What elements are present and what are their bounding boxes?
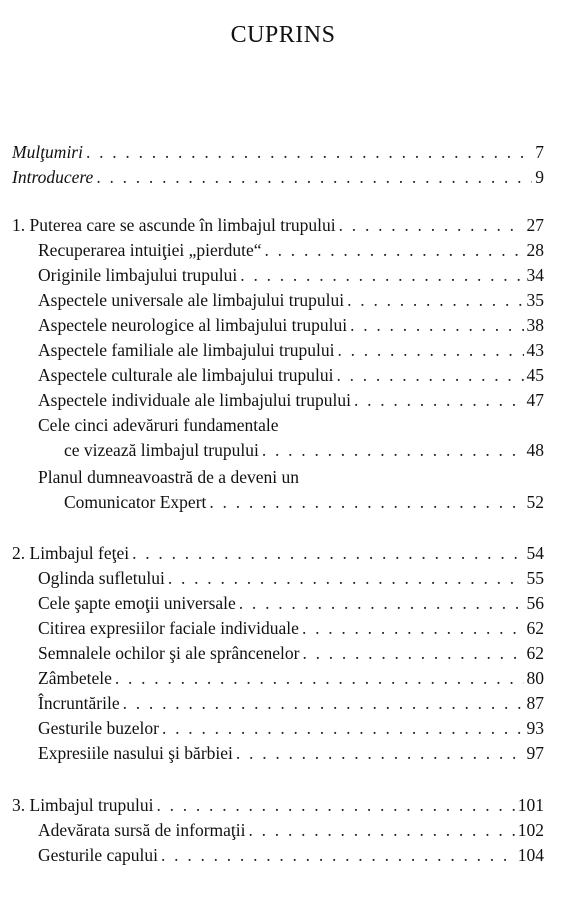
toc-page-number: 35 <box>526 290 544 310</box>
dot-leader <box>161 844 515 866</box>
toc-entry-introduction[interactable] <box>12 166 544 188</box>
dot-leader <box>168 567 524 589</box>
dot-leader <box>115 667 524 689</box>
toc-page-number: 101 <box>517 795 544 815</box>
dot-leader <box>350 314 523 336</box>
toc-page-number: 27 <box>526 215 544 235</box>
toc-entry[interactable] <box>38 264 544 286</box>
toc-page-number: 54 <box>526 543 544 563</box>
dot-leader <box>347 289 523 311</box>
toc-page-number: 62 <box>526 643 544 663</box>
toc-entry-label: Citirea expresiilor faciale individuale <box>38 618 299 638</box>
dot-leader <box>302 642 523 664</box>
dot-leader <box>249 819 515 841</box>
toc-page-number: 38 <box>526 315 544 335</box>
toc-page-number: 62 <box>526 618 544 638</box>
toc-entry[interactable] <box>38 642 544 664</box>
toc-entry[interactable] <box>38 742 544 764</box>
toc-chapter-2[interactable] <box>12 542 544 564</box>
dot-leader <box>240 264 523 286</box>
toc-entry[interactable] <box>38 592 544 614</box>
dot-leader <box>354 389 524 411</box>
page-title: CUPRINS <box>230 22 336 48</box>
dot-leader <box>339 214 524 236</box>
toc-page-number: 47 <box>526 390 544 410</box>
dot-leader <box>209 491 523 513</box>
toc-entry-label: Aspectele culturale ale limbajului trupului <box>38 365 334 385</box>
toc-chapter-3[interactable] <box>12 794 544 816</box>
toc-entry-label: Cele şapte emoţii universale <box>38 593 236 613</box>
toc-entry[interactable] <box>38 364 544 386</box>
toc-page-number: 48 <box>526 440 544 460</box>
toc-entry-label: Gesturile buzelor <box>38 718 159 738</box>
toc-page-number: 55 <box>526 568 544 588</box>
toc-entry-label: Încruntările <box>38 693 120 713</box>
toc-entry-label-line1: Planul dumneavoastră de a deveni un <box>38 467 299 487</box>
chapter-title: 2. Limbajul feţei <box>12 543 130 563</box>
toc-entry-label: Aspectele individuale ale limbajului trupului <box>38 390 351 410</box>
chapter-title: 3. Limbajul trupului <box>12 795 154 815</box>
toc-entry[interactable] <box>38 617 544 639</box>
toc-entry[interactable] <box>38 239 544 261</box>
dot-leader <box>336 364 523 386</box>
toc-entry-label: Aspectele neurologice al limbajului trupului <box>38 315 348 335</box>
toc-entry-label: Recuperarea intuiţiei „pierdute“ <box>38 240 262 260</box>
toc-page-number: 80 <box>526 668 544 688</box>
dot-leader <box>162 717 524 739</box>
toc-entry-label: Originile limbajului trupului <box>38 265 238 285</box>
toc-entry-plan[interactable] <box>64 491 544 513</box>
toc-entry-label-line2: Comunicator Expert <box>64 492 207 512</box>
toc-entry-label-line1: Cele cinci adevăruri fundamentale <box>38 415 279 435</box>
toc-entry-acknowledgements[interactable] <box>12 141 544 163</box>
toc-page-number: 34 <box>526 265 544 285</box>
toc-page-number: 102 <box>517 820 544 840</box>
toc-page-number: 28 <box>526 240 544 260</box>
toc-page-number: 93 <box>526 718 544 738</box>
toc-entry[interactable] <box>38 667 544 689</box>
toc-page-number: 104 <box>517 845 544 865</box>
dot-leader <box>265 239 524 261</box>
toc-entry[interactable] <box>38 289 544 311</box>
toc-entry[interactable] <box>38 567 544 589</box>
dot-leader <box>156 794 514 816</box>
toc-page-number: 7 <box>535 142 544 162</box>
toc-entry[interactable] <box>38 844 544 866</box>
toc-entry-label: Aspectele universale ale limbajului trupului <box>38 290 345 310</box>
toc-page-number: 9 <box>535 167 544 187</box>
toc-page-number: 43 <box>526 340 544 360</box>
toc-entry[interactable] <box>38 339 544 361</box>
dot-leader <box>123 692 524 714</box>
toc-entry[interactable] <box>38 717 544 739</box>
toc-entry-label: Semnalele ochilor şi ale sprâncenelor <box>38 643 300 663</box>
toc-entry-label: Aspectele familiale ale limbajului trupului <box>38 340 335 360</box>
toc-entry-label: Oglinda sufletului <box>38 568 165 588</box>
dot-leader <box>337 339 523 361</box>
dot-leader <box>86 141 532 163</box>
toc-entry-label: Introducere <box>12 167 94 187</box>
toc-entry-truths[interactable] <box>64 439 544 461</box>
toc-entry-label: Adevărata sursă de informaţii <box>38 820 246 840</box>
dot-leader <box>262 439 524 461</box>
chapter-title: 1. Puterea care se ascunde în limbajul trupului <box>12 215 336 235</box>
dot-leader <box>302 617 524 639</box>
toc-entry-label: Gesturile capului <box>38 845 159 865</box>
dot-leader <box>239 592 524 614</box>
toc-entry-label: Expresiile nasului şi bărbiei <box>38 743 233 763</box>
toc-entry[interactable] <box>38 389 544 411</box>
toc-entry[interactable] <box>38 692 544 714</box>
toc-entry-label: Mulţumiri <box>12 142 83 162</box>
dot-leader <box>132 542 523 564</box>
toc-chapter-1[interactable] <box>12 214 544 236</box>
toc-entry-label: Zâmbetele <box>38 668 112 688</box>
toc-entry[interactable] <box>38 819 544 841</box>
dot-leader <box>96 166 532 188</box>
toc-page-number: 45 <box>526 365 544 385</box>
toc-page-number: 56 <box>526 593 544 613</box>
toc-page-number: 87 <box>526 693 544 713</box>
toc-page-number: 52 <box>526 492 544 512</box>
toc-entry-label-line2: ce vizează limbajul trupului <box>64 440 259 460</box>
toc-entry[interactable] <box>38 314 544 336</box>
toc-page-number: 97 <box>526 743 544 763</box>
dot-leader <box>236 742 524 764</box>
